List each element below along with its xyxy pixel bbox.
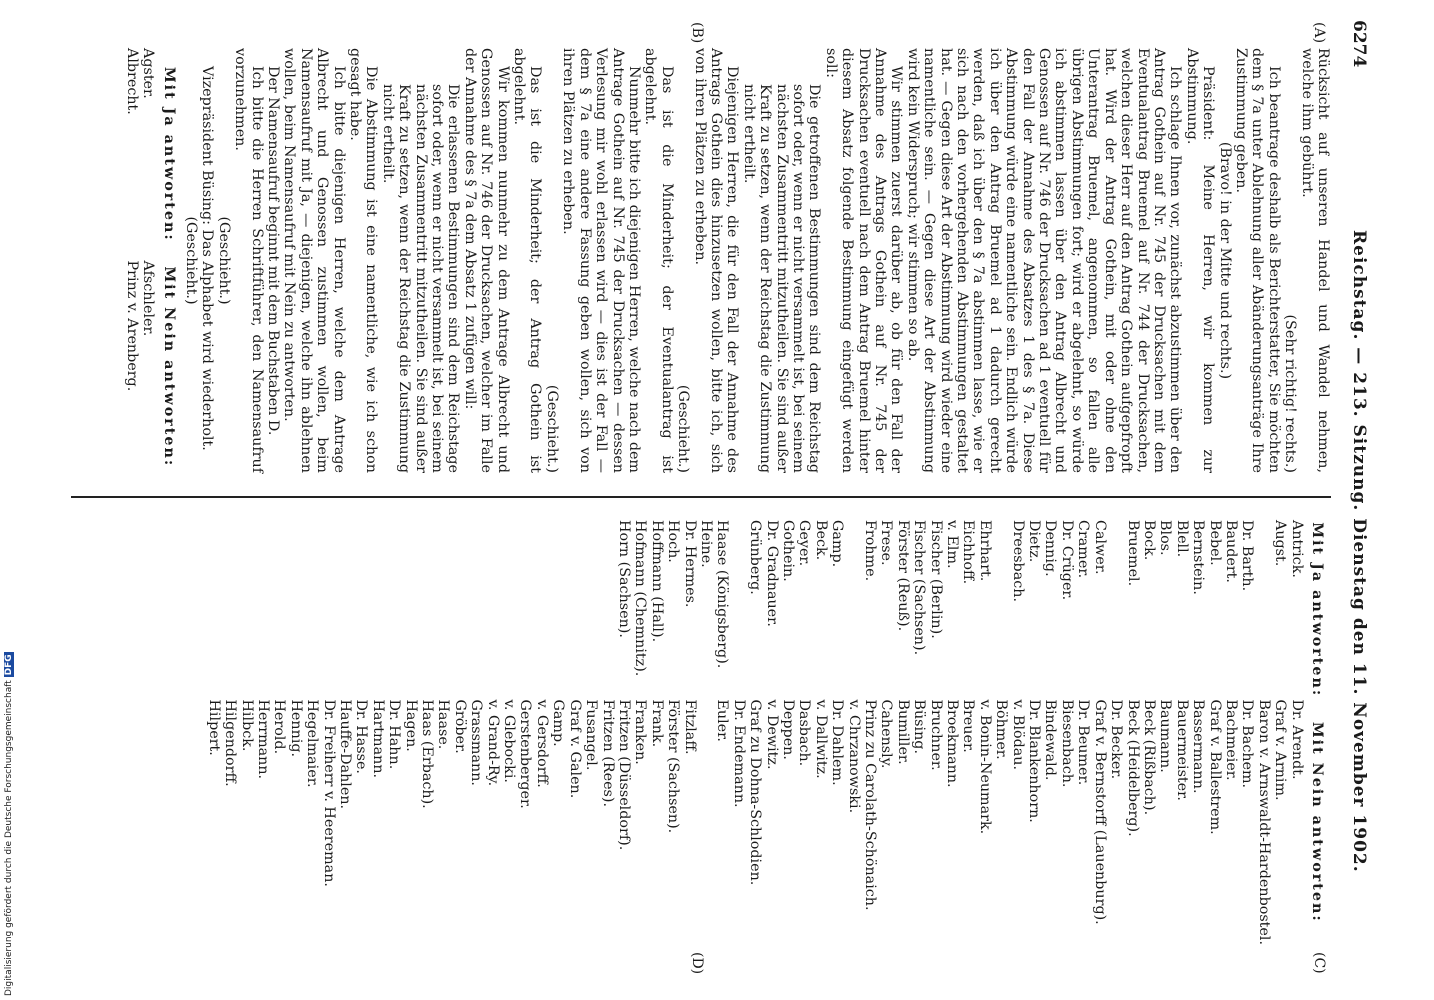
margin-mark-b: (B): [689, 22, 705, 44]
name-spacer: [1108, 520, 1124, 699]
name-entry: Hoffmann (Hall).: [648, 520, 665, 643]
name-entry: Dennig.: [1042, 520, 1059, 577]
name-entry: Cramer.: [1075, 520, 1092, 579]
name-entry: Bebel.: [1206, 520, 1223, 566]
name-entry: Dr. Hermes.: [681, 520, 698, 608]
paragraph: Vizepräsident Büsing: Das Alphabet wird wiederholt.: [199, 66, 216, 451]
name-entry: Hegelmaier.: [304, 699, 321, 788]
name-entry: Gothein.: [780, 520, 796, 582]
name-entry: Graf zu Dohna-Schlodien.: [747, 699, 764, 886]
name-entry: Bassermann.: [1190, 699, 1207, 794]
name-entry: Fritzen (Düsseldorf).: [615, 699, 632, 851]
name-entry: v. Dewitz.: [763, 699, 780, 770]
name-entry: v. Bonin-Neumark.: [976, 699, 993, 835]
paragraph: Das ist die Minderheit; der Eventualantrag ist abgelehnt.: [642, 48, 675, 473]
paragraph: Nunmehr bitte ich diejenigen Herren, welche nach dem Antrage Gothein auf Nr. 745 der Drucksachen — dessen Verlesung mir wohl erlassen wird — dies ist der Fall — dem § 7a eine andere Fassung geben wollen, sich von ihren Plätzen zu erheben.: [560, 48, 642, 473]
name-entry: v. Glebocki.: [501, 699, 518, 783]
digitization-credit: [0, 596, 14, 996]
margin-mark-d: (D): [689, 952, 705, 975]
yes-heading: Mit Ja antworten:: [1309, 522, 1325, 698]
quoted-provision: Die getroffenen Bestimmungen sind dem Reichstag sofort oder, wenn er nicht versammelt ist, bei seinem nächsten Zusammentritt mitzutheilen. Sie sind außer Kraft zu setzen, wenn der Reichstag die Zustimmung nicht ertheilt.: [740, 84, 823, 473]
name-entry: Augst.: [1272, 520, 1289, 567]
name-entry: Blell.: [1173, 520, 1190, 558]
interjection: (Geschieht.): [215, 216, 232, 305]
name-entry: Dr. Dahlem.: [829, 699, 846, 786]
name-entry: Frank.: [648, 699, 665, 748]
interjection: (Geschieht.): [543, 384, 560, 473]
name-entry: Albrecht.: [123, 48, 140, 115]
name-entry: v. Chrzanowski.: [845, 699, 862, 814]
name-entry: Dr. Gradnauer.: [763, 520, 780, 627]
name-entry: Prinz zu Carolath-Schönaich.: [862, 699, 879, 911]
name-entry: Bock.: [1140, 520, 1157, 561]
name-entry: Beck.: [812, 520, 829, 561]
paragraph: Wir kommen nunmehr zu dem Antrage Albrecht und Genossen auf Nr. 746 der Drucksachen, welcher im Falle der Annahme des § 7a dem Absatz 1 zufügen will:: [461, 48, 511, 473]
name-entry: Hagen.: [402, 699, 419, 752]
name-entry: Hilpert.: [205, 699, 222, 756]
paragraph: Ich schlage Ihnen vor, zunächst abzustimmen über den Antrag Gothein auf Nr. 745 der Drucksachen mit dem Eventualantrag Bruemel auf Nr. 744 der Drucksachen, welchen dieser Herr auf den Antrag Gothein aufgepfropft hat. Wird der Antrag Gothein, mit oder ohne den Unterantrag Bruemel, angenommen, so fallen alle übrigen Abstimmungen fort; wird er abgelehnt, so würde ich abstimmen lassen über den Antrag Albrecht und Genossen auf Nr. 746 der Drucksachen ad 1 eventuell für den Fall der Annahme des Absatzes 1 des § 7a. Diese Abstimmung würde eine namentliche sein. Endlich würde ich über den Antrag Bruemel ad 1 dadurch gerecht werden, daß ich über den § 7a abstimmen lasse, wie er sich nach den vorhergehenden Abstimmungen gestaltet hat. — Gegen diese Art der Abstimmung wird wieder eine namentliche sein. — Gegen diese Art der Abstimmung wird kein Widerspruch; wir stimmen so ab.: [904, 48, 1184, 473]
name-spacer: [1255, 520, 1271, 699]
name-entry: Fritzen (Rees).: [599, 699, 616, 808]
name-entry: Graf v. Bernstorff (Lauenburg).: [1091, 699, 1108, 925]
name-entry: Dr. Blankenhorn.: [1026, 699, 1043, 823]
name-entry: Hauffe-Dahlen.: [337, 699, 354, 810]
name-entry: Bauermeister.: [1173, 699, 1190, 801]
name-entry: v. Grand-Ry.: [484, 699, 501, 787]
name-entry: Gamp.: [550, 699, 567, 747]
name-entry: Blos.: [1157, 520, 1174, 556]
name-entry: Agster.: [140, 48, 157, 99]
no-column: [205, 699, 1331, 945]
name-entry: Antrick.: [1288, 520, 1305, 578]
name-entry: Gerstenberger.: [517, 699, 534, 809]
name-entry: Bindewald.: [1042, 699, 1059, 781]
name-entry: Baudert.: [1222, 520, 1239, 583]
name-entry: Gröber.: [451, 699, 468, 754]
name-entry: Beck (Heidelberg).: [1124, 699, 1141, 837]
yes-column: [205, 520, 1331, 699]
name-entry: Haas (Erbach).: [419, 699, 436, 809]
name-entry: Hilbck.: [238, 699, 255, 752]
paragraph: Ich bitte die Herren Schriftführer, den Namensaufruf vorzunehmen.: [232, 48, 265, 473]
name-entry: Dr. Becker.: [1108, 699, 1125, 780]
interjection: (Sehr richtig! rechts.): [1282, 314, 1299, 473]
name-entry: Fischer (Berlin).: [927, 520, 944, 639]
name-entry: v. Elm.: [944, 520, 961, 569]
margin-mark-a: (A): [1311, 22, 1327, 44]
name-entry: Bruemel.: [1124, 520, 1141, 587]
name-entry: Dasbach.: [796, 699, 813, 767]
name-entry: Bruchner.: [927, 699, 944, 771]
name-entry: Fischer (Sachsen).: [911, 520, 928, 656]
name-entry: Dr. Hasse.: [353, 699, 370, 774]
interjection: (Bravo! in der Mitte und rechts.): [1216, 141, 1233, 380]
name-entry: Förster (Sachsen).: [665, 699, 682, 834]
name-entry: v. Gersdorff.: [533, 699, 550, 788]
paragraph: Ich beantrage deshalb als Berichterstatter, Sie möchten dem § 7a unter Ablehnung aller Abänderungsanträge Ihre Zustimmung geben.: [1232, 48, 1282, 473]
name-entry: Graf v. Galen.: [566, 699, 583, 799]
name-entry: Dr. Bachem.: [1239, 699, 1256, 789]
no-heading: Mit Nein antworten:: [1309, 721, 1325, 923]
name-entry: Dr. Arendt.: [1288, 699, 1305, 780]
right-column: [205, 520, 1331, 945]
vote-names-left: [123, 48, 182, 473]
name-entry: Dr. Hahn.: [386, 699, 403, 770]
name-entry: Grassmann.: [468, 699, 485, 786]
margin-mark-c: (C): [1311, 952, 1327, 974]
name-entry: Breuer.: [960, 699, 977, 753]
name-entry: Graf v. Ballestrem.: [1206, 699, 1223, 835]
name-entry: Grünberg.: [747, 520, 764, 595]
name-entry: Eichhoff.: [960, 520, 977, 585]
name-entry: v. Blödau.: [1009, 699, 1026, 771]
name-entry: Bachmeier.: [1222, 699, 1239, 781]
paragraph: Ich bitte diejenigen Herren, welche dem Antrage Albrecht und Genossen zustimmen wollen, beim Namensaufruf mit Ja, — diejenigen, welche ihn ablehnen wollen, beim Namensaufruf mit Nein zu antworten.: [281, 48, 347, 473]
name-entry: Dietz.: [1026, 520, 1043, 563]
name-entry: Biesenbach.: [1058, 699, 1075, 788]
name-entry: Gamp.: [829, 520, 846, 568]
interjection: (Geschieht.): [182, 216, 199, 305]
name-entry: Hilgendorff.: [222, 699, 239, 787]
name-entry: Horn (Sachsen).: [615, 520, 632, 638]
name-entry: Büsing.: [911, 699, 928, 754]
name-entry: Baron v. Arnswaldt-Hardenbostel.: [1255, 699, 1272, 945]
name-entry: Hofmann (Chemnitz).: [632, 520, 649, 677]
name-entry: Beck (Rißbach).: [1140, 699, 1157, 816]
vote-names-right: [205, 520, 1331, 945]
name-entry: Böhmer.: [993, 699, 1010, 760]
name-entry: Dreesbach.: [1009, 520, 1026, 602]
no-column: [123, 261, 182, 474]
name-entry: v. Dallwitz.: [812, 699, 829, 779]
paragraph: Der Namensaufruf beginnt mit dem Buchstaben D.: [265, 66, 281, 436]
name-spacer: [698, 699, 714, 945]
name-entry: Haase.: [435, 699, 452, 750]
name-entry: Hennig.: [287, 699, 304, 758]
column-divider: [71, 496, 1331, 498]
name-entry: Prinz v. Arenberg.: [123, 260, 140, 392]
page-header: [1339, 20, 1369, 970]
name-entry: Herrmann.: [255, 699, 271, 780]
paragraph: Das ist die Minderheit; der Antrag Gothein ist abgelehnt.: [511, 48, 544, 473]
digitization-note: Digitalisierung gefördert durch die Deutsche Forschungsgemeinschaft: [4, 680, 14, 996]
interjection: (Geschieht.): [675, 384, 692, 473]
page-title: Reichstag. — 213. Sitzung. Dienstag den 11. November 1902.: [1349, 230, 1369, 873]
name-entry: Bernstein.: [1190, 520, 1207, 595]
yes-column: [123, 48, 182, 261]
left-column: [123, 48, 1331, 473]
quoted-provision: Die erlassenen Bestimmungen sind dem Reichstage sofort oder, wenn er nicht versammelt ist, bei seinem nächsten Zusammentritt mitzutheilen. Sie sind außer Kraft zu setzen, wenn der Reichstag die Zustimmung nicht ertheilt.: [379, 84, 462, 473]
name-entry: Frohme.: [862, 520, 879, 582]
name-entry: Calwer.: [1091, 520, 1108, 575]
yes-heading: Mit Ja antworten:: [160, 66, 177, 242]
document-page: [10, 0, 1395, 990]
name-entry: Cahensly.: [878, 699, 895, 769]
name-entry: Hartmann.: [369, 699, 386, 779]
name-entry: Deppen.: [780, 699, 796, 760]
name-spacer: [845, 520, 861, 699]
page-number: 6274: [1349, 20, 1369, 68]
name-entry: Fusangel.: [583, 699, 600, 771]
name-entry: Hoch.: [665, 520, 682, 563]
name-spacer: [993, 520, 1009, 699]
name-entry: Herold.: [271, 699, 288, 755]
dfg-logo: DFG: [4, 654, 14, 676]
name-entry: Broekmann.: [944, 699, 961, 788]
no-heading: Mit Nein antworten:: [160, 266, 177, 468]
name-entry: Frese.: [878, 520, 895, 566]
name-entry: Dr. Beumer.: [1075, 699, 1092, 786]
name-entry: Dr. Freiherr v. Heereman.: [320, 699, 337, 887]
name-entry: Geyer.: [796, 520, 813, 567]
name-entry: Graf v. Arnim.: [1272, 699, 1289, 801]
name-spacer: [730, 520, 746, 699]
paragraph: Diejenigen Herren, die für den Fall der Annahme des Antrags Gothein dies hinzusetzen wollen, bitte ich, sich von ihren Plätzen zu erheben.: [691, 48, 741, 473]
paragraph: Wir stimmen zuerst darüber ab, ob für den Fall der Annahme des Antrags Gothein auf Nr. 745 der Drucksachen eventuell nach dem Antrag Bruemel hinter diesem Absatz folgende Bestimmung eingefügt werden soll:: [822, 48, 905, 473]
name-entry: Franken.: [632, 699, 649, 765]
name-entry: Dr. Barth.: [1239, 520, 1256, 592]
paragraph: Rücksicht auf unseren Handel und Wandel nehmen, welche ihm gebührt.: [1298, 48, 1331, 473]
name-entry: Ehrhart.: [976, 520, 993, 582]
name-entry: Baumann.: [1157, 699, 1174, 773]
name-entry: Fitzlaff.: [681, 699, 698, 755]
name-entry: Dr. Crüger.: [1058, 520, 1075, 601]
paragraph: Die Abstimmung ist eine namentliche, wie ich schon gesagt habe.: [347, 48, 380, 473]
name-entry: Heine.: [697, 520, 714, 568]
name-entry: Bumiller.: [894, 699, 911, 765]
paragraph: Präsident: Meine Herren, wir kommen zur Abstimmung.: [1183, 48, 1217, 473]
name-entry: Afschleler.: [140, 260, 157, 337]
name-entry: Förster (Reuß).: [894, 520, 911, 632]
name-entry: Euler.: [714, 699, 731, 742]
name-entry: Haase (Königsberg).: [714, 520, 731, 669]
name-entry: Dr. Endemann.: [730, 699, 747, 808]
